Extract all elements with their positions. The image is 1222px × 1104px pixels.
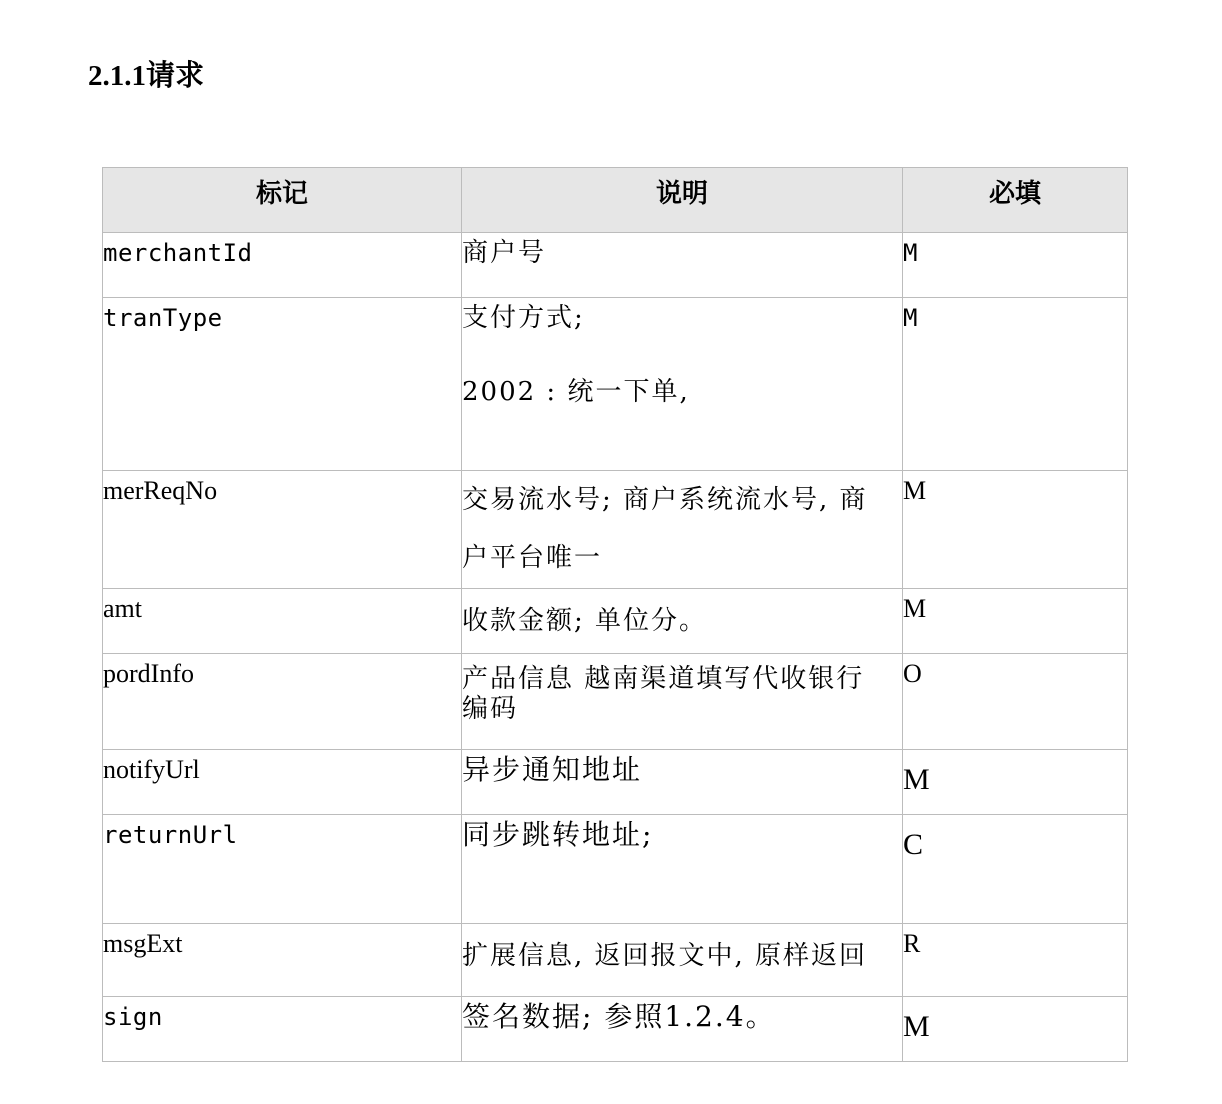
cell-required [903, 750, 1128, 815]
tag-text: returnUrl [103, 821, 238, 849]
cell-tag [103, 997, 462, 1062]
desc-text: 商户号 [462, 238, 547, 268]
cell-desc [462, 924, 903, 997]
cell-required [903, 233, 1128, 298]
required-text: O [903, 659, 922, 688]
desc-text: 同步跳转地址; [462, 818, 654, 851]
cell-tag [103, 298, 462, 471]
cell-desc [462, 654, 903, 750]
table-row [103, 298, 1128, 471]
required-text: R [903, 929, 921, 958]
table-row [103, 471, 1128, 589]
desc-text: 支付方式; [462, 303, 585, 333]
cell-required [903, 815, 1128, 924]
cell-desc [462, 471, 903, 589]
table-row [103, 997, 1128, 1062]
table-row [103, 924, 1128, 997]
desc-text: 户平台唯一 [462, 543, 603, 573]
cell-desc [462, 298, 903, 471]
cell-desc [462, 997, 903, 1062]
tag-text: notifyUrl [103, 755, 200, 784]
desc-text: 异步通知地址 [462, 753, 643, 786]
tag-text: msgExt [103, 929, 183, 958]
table-row [103, 654, 1128, 750]
table-row [103, 750, 1128, 815]
cell-required [903, 997, 1128, 1062]
tag-text: sign [103, 1003, 163, 1031]
cell-tag [103, 233, 462, 298]
cell-required [903, 654, 1128, 750]
cell-desc [462, 233, 903, 298]
table-row [103, 233, 1128, 298]
cell-required [903, 298, 1128, 471]
desc-text: 收款金额; 单位分。 [462, 606, 708, 636]
tag-text: merchantId [103, 239, 253, 267]
desc-text: 签名数据; 参照1.2.4。 [462, 1000, 776, 1033]
required-text: C [903, 828, 924, 861]
header-tag: 标记 [103, 168, 462, 233]
cell-tag [103, 654, 462, 750]
cell-tag [103, 924, 462, 997]
table-row [103, 815, 1128, 924]
required-text: M [903, 239, 918, 267]
tag-text: amt [103, 594, 142, 623]
required-text: M [903, 763, 930, 796]
request-params-table [102, 167, 1128, 1062]
desc-text: 扩展信息, 返回报文中, 原样返回 [462, 941, 868, 971]
desc-text: 编码 [462, 694, 519, 724]
required-text: M [903, 594, 927, 623]
cell-required [903, 924, 1128, 997]
table-row [103, 589, 1128, 654]
desc-text: 2002 : 统一下单, [462, 377, 690, 407]
section-title: 2.1.1请求 [88, 60, 205, 92]
cell-desc [462, 589, 903, 654]
required-text: M [903, 304, 918, 332]
cell-desc [462, 750, 903, 815]
cell-required [903, 471, 1128, 589]
cell-tag [103, 471, 462, 589]
header-desc: 说明 [462, 168, 903, 233]
cell-desc [462, 815, 903, 924]
desc-text: 交易流水号; 商户系统流水号, 商 [462, 485, 868, 515]
tag-text: merReqNo [103, 476, 218, 505]
table-header-row [103, 168, 1128, 233]
desc-text: 产品信息 越南渠道填写代收银行 [462, 664, 865, 694]
cell-required [903, 589, 1128, 654]
tag-text: pordInfo [103, 659, 194, 688]
cell-tag [103, 750, 462, 815]
cell-tag [103, 815, 462, 924]
cell-tag [103, 589, 462, 654]
header-required: 必填 [903, 168, 1128, 233]
required-text: M [903, 476, 927, 505]
tag-text: tranType [103, 304, 223, 332]
required-text: M [903, 1010, 930, 1043]
